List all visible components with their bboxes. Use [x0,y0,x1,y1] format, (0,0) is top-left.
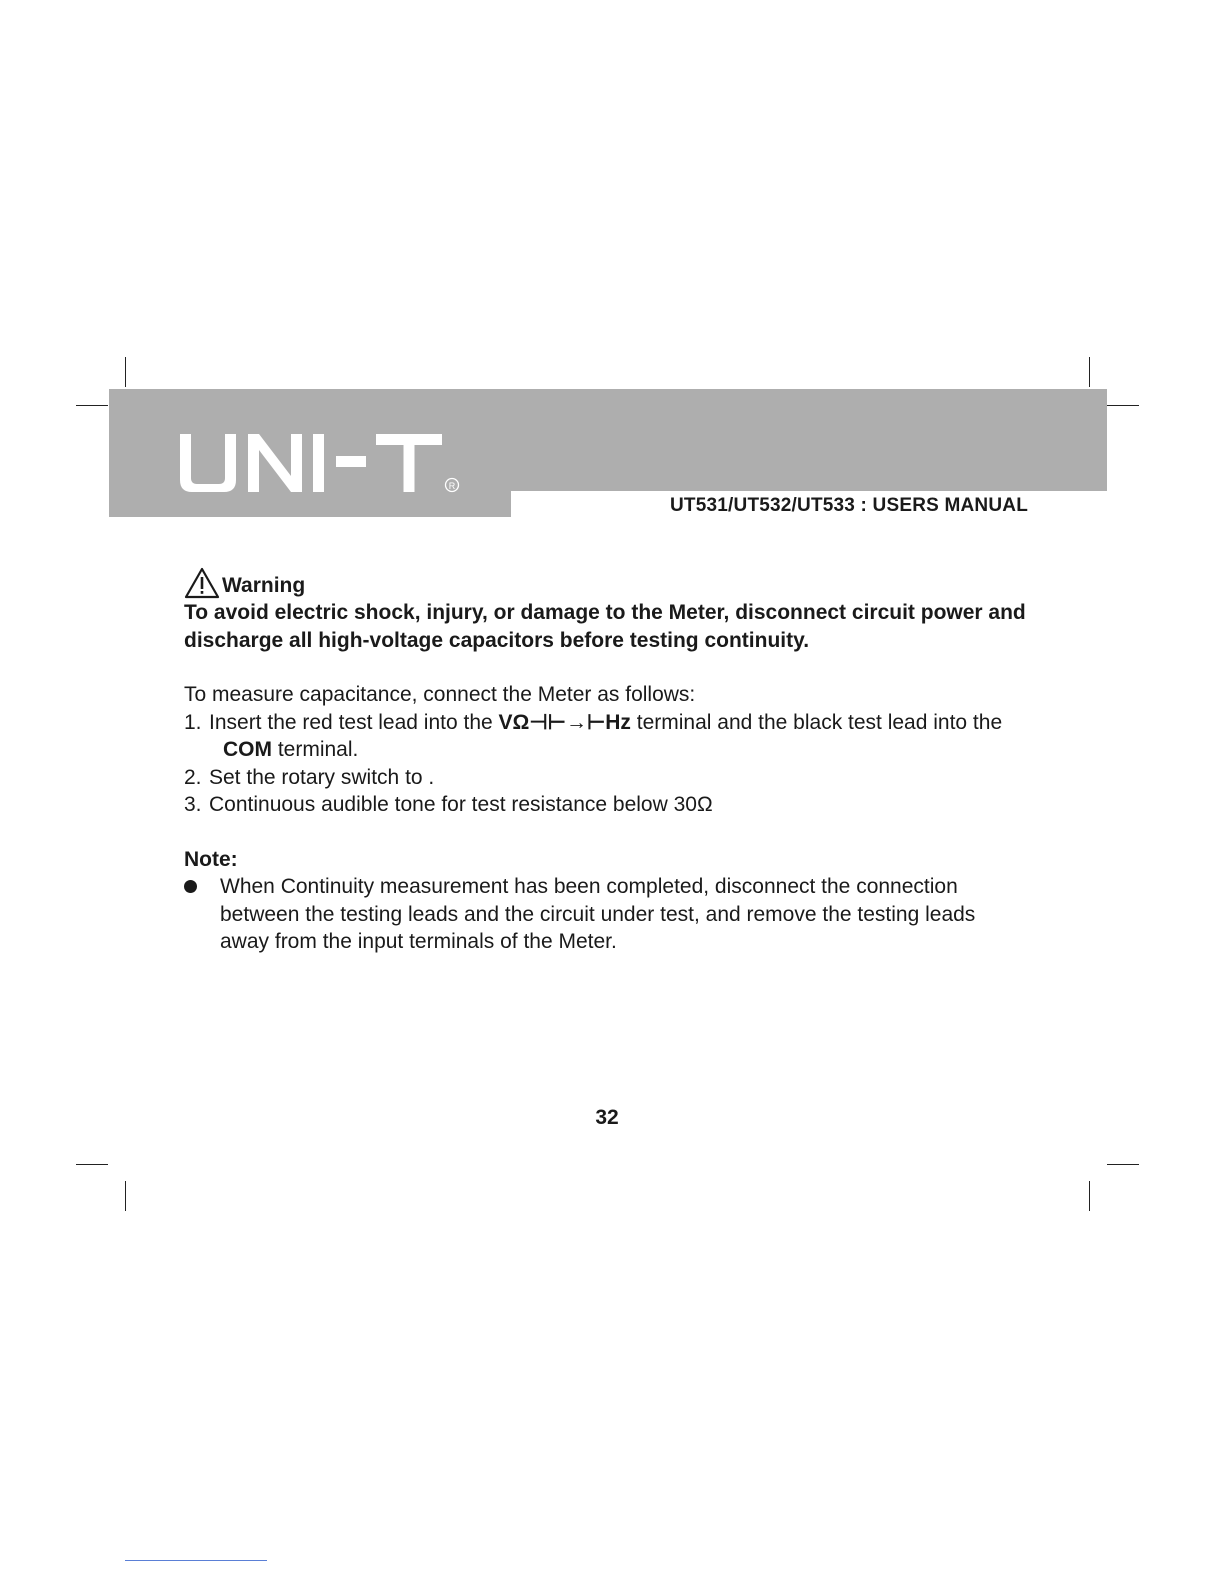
uni-t-logo [176,430,466,496]
step-text: terminal. [272,738,359,761]
intro-text: To measure capacitance, connect the Meter as follows: [184,683,696,706]
page-content [184,563,1044,956]
manual-title: UT531/UT532/UT533 : USERS MANUAL [670,495,1028,516]
bullet-icon [184,873,220,901]
step-1 [184,709,1044,737]
crop-mark-bottom-left-h [76,1164,108,1165]
note-heading: Note: [184,847,238,871]
page-number: 32 [595,1106,619,1129]
crop-mark-bottom-right-v [1089,1181,1090,1211]
step-1-continuation [184,736,1044,764]
warning-label: Warning [222,573,306,597]
step-number: 2. [184,765,202,789]
note-item [184,873,1044,901]
step-number: 1. [184,710,202,734]
crop-mark-bottom-left-v [125,1181,126,1211]
crop-mark-top-right-v [1089,357,1090,387]
crop-mark-top-left-h [76,405,108,406]
step-text: Insert the red test lead into the [209,710,499,734]
step-text: Continuous audible tone for test resistance below 30Ω [209,793,713,816]
warning-text: To avoid electric shock, injury, or damage to the Meter, disconnect circuit power and discharge all high-voltage capacitors before testing continuity. [184,601,1026,652]
warning-heading [184,563,1044,599]
note-line: between the testing leads and the circuit under test, and remove the testing leads [220,902,976,926]
terminal-label: VΩ⊣⊢→⊢Hz [498,710,631,734]
crop-mark-top-left-v [125,357,126,387]
svg-text:R: R [448,481,456,491]
crop-mark-top-right-h [1107,405,1139,406]
warning-triangle-icon [184,567,220,599]
step-3 [184,791,1044,819]
crop-mark-bottom-right-h [1107,1164,1139,1165]
footer-link-underline [125,1560,267,1561]
step-text: terminal and the black test lead into the [630,710,1003,734]
step-2 [184,764,1044,792]
step-text: Set the rotary switch to . [209,765,435,789]
step-number: 3. [184,793,202,816]
com-terminal-label: COM [223,738,272,761]
note-line: away from the input terminals of the Meter. [220,930,617,953]
note-line: When Continuity measurement has been completed, disconnect the connection [220,875,958,898]
